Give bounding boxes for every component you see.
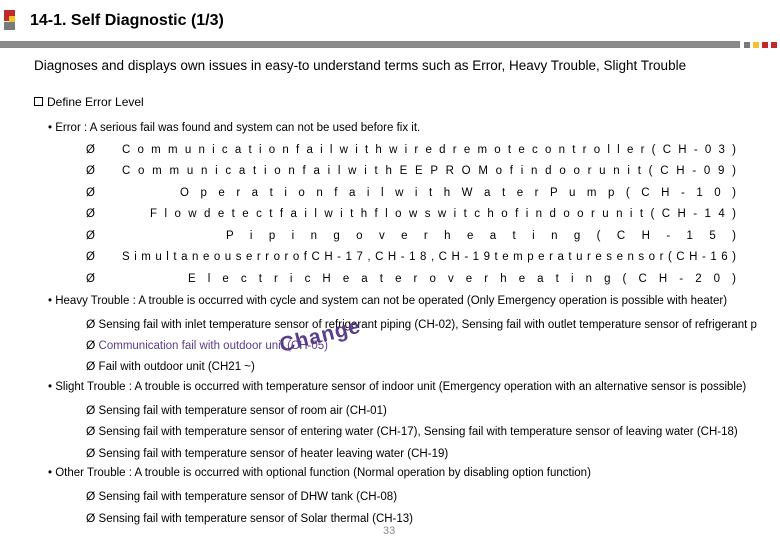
error-item-text: P i p i n g o v e r h e a t i n g ( C H - 1 5 )	[226, 230, 736, 242]
arrow-bullet-icon: Ø	[86, 273, 95, 285]
error-item-text: S i m u l t a n e o u s e r r o r o f C H - 1 7 , C H - 1 8 , C H - 1 9 t e m p e r a t u r e s e n s o r ( C H - 1 6 )	[122, 251, 736, 263]
arrow-bullet-icon: Ø	[86, 208, 95, 220]
page-number: 33	[383, 525, 396, 537]
slight-level-label: • Slight Trouble : A trouble is occurred with temperature sensor of indoor unit (Emergency operation with an alternative sensor is possible)	[48, 381, 747, 393]
heavy-item-text: Sensing fail with inlet temperature sensor of refrigerant piping (CH-02), Sensing fail with outlet temperature sensor of refrigerant p	[98, 319, 757, 331]
slight-item	[86, 446, 448, 460]
checkbox-bullet-icon	[34, 97, 43, 106]
section-heading-label: Define Error Level	[47, 95, 144, 109]
arrow-bullet-icon: Ø	[86, 446, 96, 460]
arrow-bullet-icon: Ø	[86, 338, 96, 352]
error-item-text: C o m m u n i c a t i o n f a i l w i t h E E P R O M o f i n d o o r u n i t ( C H - 0 9 )	[122, 165, 736, 177]
section-heading	[34, 95, 144, 109]
error-item-text: E l e c t r i c H e a t e r o v e r h e a t i n g ( C H - 2 0 )	[188, 273, 736, 285]
slight-item-text: Sensing fail with temperature sensor of entering water (CH-17), Sensing fail with temperature sensor of leaving water (CH-18)	[98, 426, 738, 438]
arrow-bullet-icon: Ø	[86, 230, 95, 242]
arrow-bullet-icon: Ø	[86, 144, 95, 156]
corner-decoration	[744, 40, 774, 50]
arrow-bullet-icon: Ø	[86, 403, 96, 417]
error-item-text: O p e r a t i o n f a i l w i t h W a t e r P u m p ( C H - 1 0 )	[180, 187, 736, 199]
arrow-bullet-icon: Ø	[86, 165, 95, 177]
slight-item-text: Sensing fail with temperature sensor of heater leaving water (CH-19)	[98, 448, 449, 460]
title-bar	[0, 41, 740, 48]
arrow-bullet-icon: Ø	[86, 187, 95, 199]
logo-gray-block	[4, 22, 15, 30]
other-item-text: Sensing fail with temperature sensor of Solar thermal (CH-13)	[98, 513, 414, 525]
error-item-text: C o m m u n i c a t i o n f a i l w i t h w i r e d r e m o t e c o n t r o l l e r ( C H - 0 3 )	[122, 144, 736, 156]
error-item-text: F l o w d e t e c t f a i l w i t h f l o w s w i t c h o f i n d o o r u n i t ( C H - 1 4 )	[150, 208, 736, 220]
slight-item	[86, 424, 738, 438]
error-level-label: • Error : A serious fail was found and system can not be used before fix it.	[48, 122, 421, 134]
heavy-item	[86, 359, 255, 373]
page-title: 14-1. Self Diagnostic (1/3)	[30, 12, 224, 29]
arrow-bullet-icon: Ø	[86, 251, 95, 263]
subtitle: Diagnoses and displays own issues in easy-to understand terms such as Error, Heavy Trouble, Slight Trouble	[34, 58, 687, 73]
arrow-bullet-icon: Ø	[86, 511, 96, 525]
arrow-bullet-icon: Ø	[86, 359, 96, 373]
heavy-level-label: • Heavy Trouble : A trouble is occurred with cycle and system can not be operated (Only Emergency operation is possible with heater)	[48, 295, 728, 307]
heavy-item	[86, 317, 757, 331]
other-item-text: Sensing fail with temperature sensor of DHW tank (CH-08)	[98, 491, 398, 503]
slight-item-text: Sensing fail with temperature sensor of room air (CH-01)	[98, 405, 387, 417]
change-stamp: Change	[277, 314, 364, 358]
other-item	[86, 489, 397, 503]
heavy-item-text: Communication fail with outdoor unit (CH-05)	[98, 340, 329, 352]
slight-item	[86, 403, 387, 417]
other-item	[86, 511, 413, 525]
arrow-bullet-icon: Ø	[86, 424, 96, 438]
arrow-bullet-icon: Ø	[86, 317, 96, 331]
arrow-bullet-icon: Ø	[86, 489, 96, 503]
other-level-label: • Other Trouble : A trouble is occurred with optional function (Normal operation by disabling option function)	[48, 467, 591, 479]
heavy-item-text: Fail with outdoor unit (CH21 ~)	[98, 361, 255, 373]
